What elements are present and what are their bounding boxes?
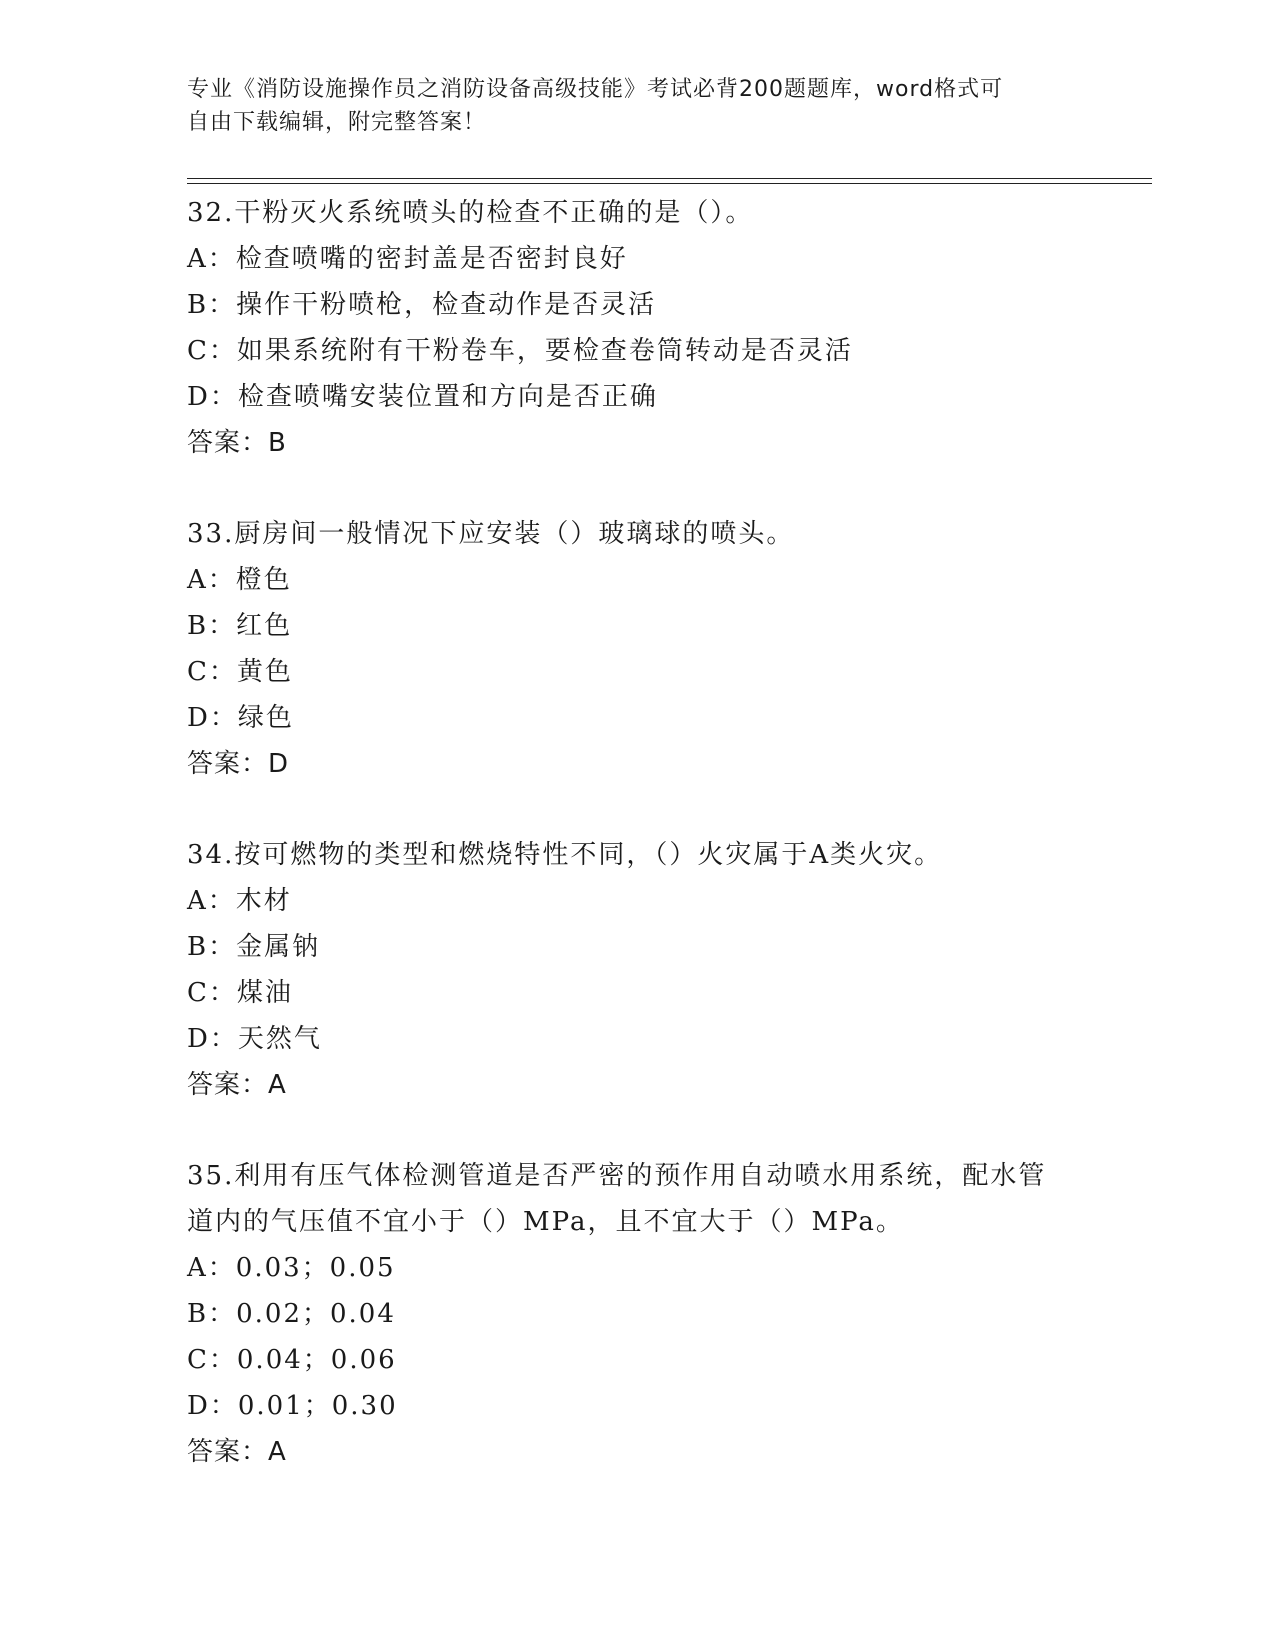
answer-line: 答案：A: [187, 1070, 287, 1100]
answer-line: 答案：A: [187, 1437, 287, 1467]
header-divider-top: [187, 178, 1152, 179]
question-32: [187, 190, 1087, 466]
option-a: A：木材: [187, 886, 292, 916]
header-line-1: 专业《消防设施操作员之消防设备高级技能》考试必背200题题库，word格式可: [187, 77, 1004, 102]
header-line-2: 自由下载编辑，附完整答案！: [187, 110, 487, 135]
question-stem: 32.干粉灭火系统喷头的检查不正确的是（）。: [187, 198, 754, 228]
question-34: [187, 832, 1087, 1108]
option-c: C：黄色: [187, 657, 293, 687]
option-b: B：操作干粉喷枪，检查动作是否灵活: [187, 290, 657, 320]
option-c: C：如果系统附有干粉卷车，要检查卷筒转动是否灵活: [187, 336, 853, 366]
question-list: [187, 190, 1087, 1520]
header-divider-bottom: [187, 183, 1152, 184]
option-d: D：检查喷嘴安装位置和方向是否正确: [187, 382, 658, 412]
option-a: A：检查喷嘴的密封盖是否密封良好: [187, 244, 628, 274]
option-c: C：0.04；0.06: [187, 1345, 397, 1375]
question-stem: 33.厨房间一般情况下应安装（）玻璃球的喷头。: [187, 519, 795, 549]
option-b: B：金属钠: [187, 932, 321, 962]
question-35: [187, 1153, 1087, 1475]
option-d: D：0.01；0.30: [187, 1391, 398, 1421]
option-a: A：橙色: [187, 565, 292, 595]
option-b: B：0.02；0.04: [187, 1299, 396, 1329]
option-c: C：煤油: [187, 978, 293, 1008]
option-a: A：0.03；0.05: [187, 1253, 396, 1283]
answer-line: 答案：D: [187, 749, 290, 779]
question-33: [187, 511, 1087, 787]
answer-line: 答案：B: [187, 428, 287, 458]
option-d: D：绿色: [187, 703, 294, 733]
question-stem-line-2: 道内的气压值不宜小于（）MPa，且不宜大于（）MPa。: [187, 1207, 904, 1237]
option-d: D：天然气: [187, 1024, 322, 1054]
question-stem-line-1: 35.利用有压气体检测管道是否严密的预作用自动喷水用系统，配水管: [187, 1161, 1047, 1191]
document-header: [187, 73, 1087, 139]
option-b: B：红色: [187, 611, 293, 641]
question-stem: 34.按可燃物的类型和燃烧特性不同，（）火灾属于A类火灾。: [187, 840, 943, 870]
